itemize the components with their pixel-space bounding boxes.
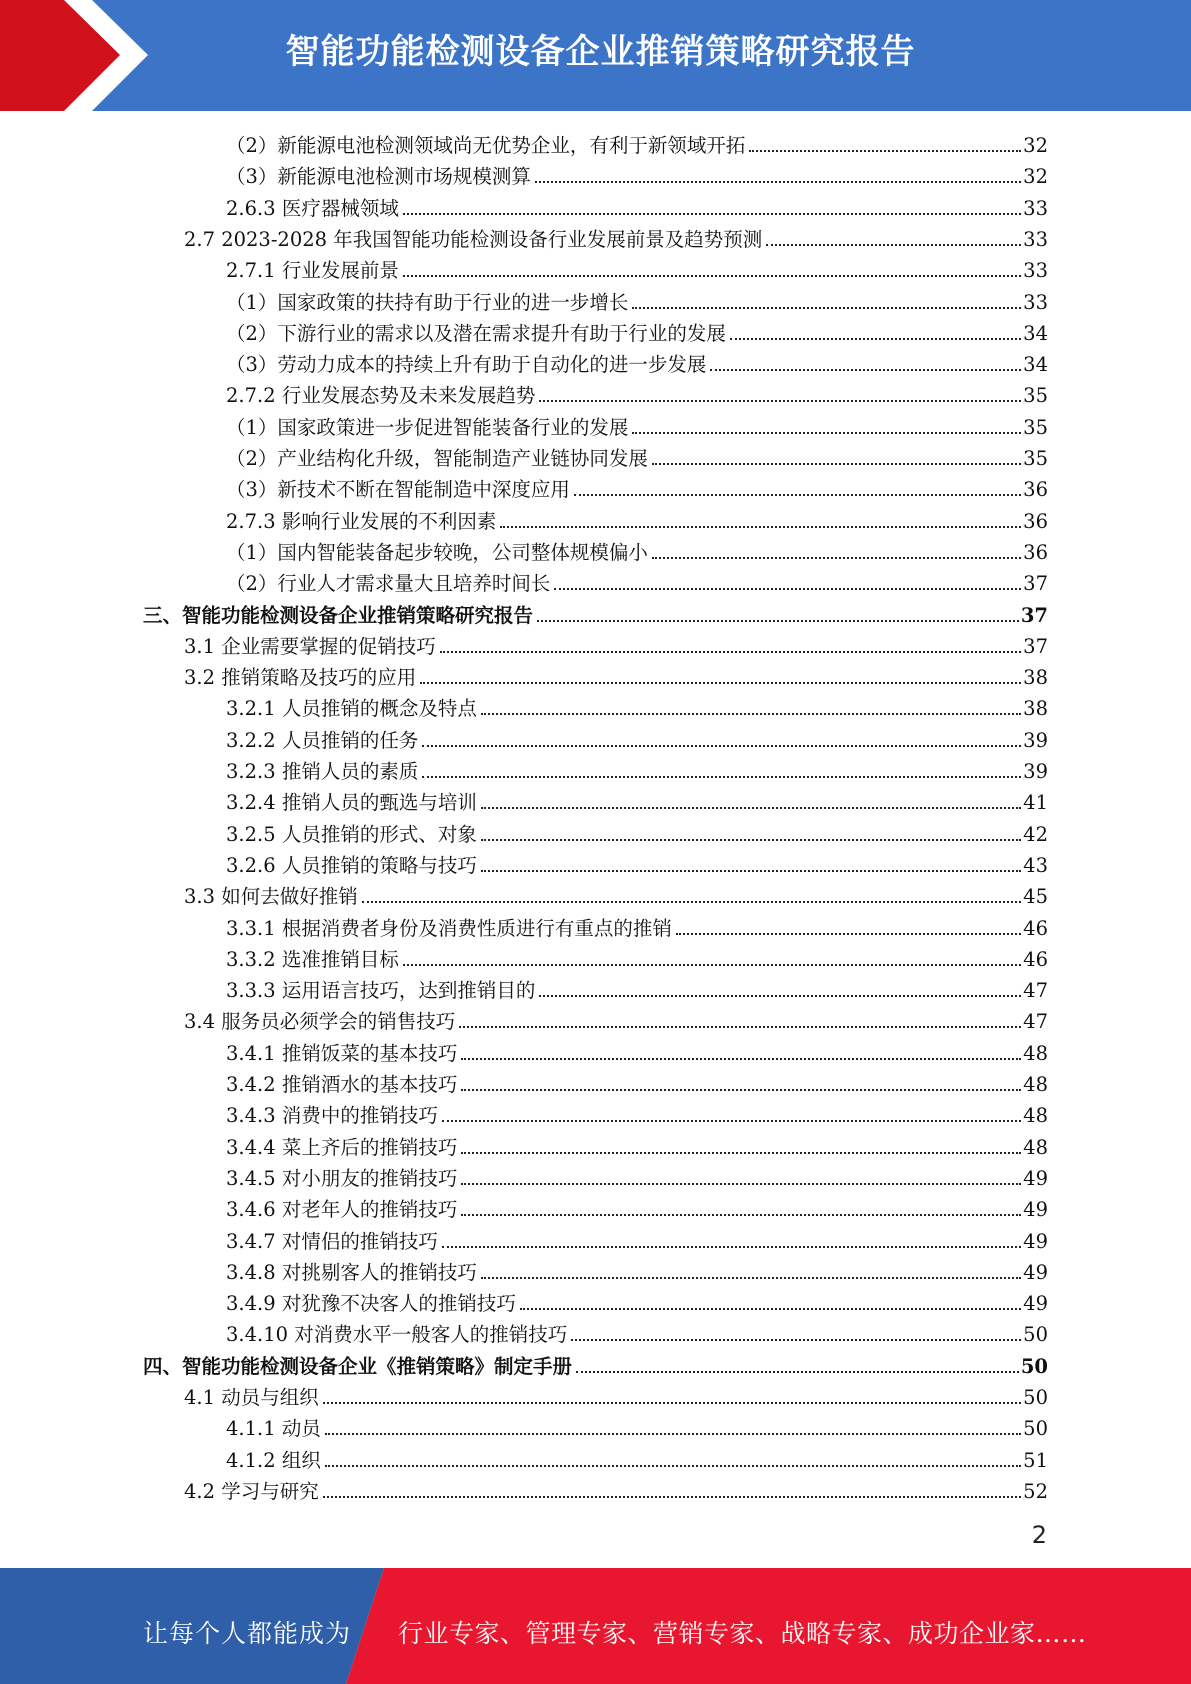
toc-leader-dots <box>403 275 1021 277</box>
toc-leader-dots <box>652 557 1021 559</box>
toc-leader-dots <box>481 839 1021 841</box>
toc-entry-page: 34 <box>1023 322 1048 345</box>
toc-entry-label: 2.7 2023-2028 年我国智能功能检测设备行业发展前景及趋势预测 <box>184 228 763 251</box>
toc-entry-page: 33 <box>1023 291 1048 314</box>
toc-entry-label: 3.4.1 推销饭菜的基本技巧 <box>226 1042 458 1065</box>
toc-entry-label: 3.2.3 推销人员的素质 <box>226 760 419 783</box>
toc-leader-dots <box>766 244 1021 246</box>
toc-entry[interactable] <box>226 817 1048 847</box>
toc-leader-dots <box>442 1246 1021 1248</box>
toc-leader-dots <box>442 1120 1021 1122</box>
toc-entry[interactable] <box>184 879 1048 909</box>
toc-entry-label: 3.4.5 对小朋友的推销技巧 <box>226 1167 458 1190</box>
toc-entry-label: 3.4.4 菜上齐后的推销技巧 <box>226 1136 458 1159</box>
toc-entry-page: 34 <box>1023 353 1048 376</box>
toc-entry-page: 52 <box>1023 1480 1048 1503</box>
toc-leader-dots <box>461 1214 1021 1216</box>
toc-entry-page: 45 <box>1023 885 1048 908</box>
toc-entry-page: 46 <box>1023 917 1048 940</box>
toc-entry-label: 3.4.10 对消费水平一般客人的推销技巧 <box>226 1323 568 1346</box>
toc-leader-dots <box>323 1496 1021 1498</box>
toc-entry[interactable] <box>226 347 1048 377</box>
toc-entry-label: 3.4.9 对犹豫不决客人的推销技巧 <box>226 1292 516 1315</box>
toc-leader-dots <box>632 307 1021 309</box>
toc-entry[interactable] <box>226 1411 1048 1441</box>
toc-entry-label: （1）国内智能装备起步较晚，公司整体规模偏小 <box>226 541 648 564</box>
toc-leader-dots <box>520 1308 1021 1310</box>
toc-entry[interactable] <box>226 159 1048 189</box>
toc-entry[interactable] <box>226 285 1048 315</box>
toc-leader-dots <box>422 776 1021 778</box>
toc-entry-page: 33 <box>1023 197 1048 220</box>
toc-entry-page: 48 <box>1023 1042 1048 1065</box>
toc-entry-label: 3.3 如何去做好推销 <box>184 885 358 908</box>
toc-entry[interactable] <box>226 848 1048 878</box>
toc-entry-page: 50 <box>1020 1355 1048 1378</box>
toc-entry[interactable] <box>226 504 1048 534</box>
toc-leader-dots <box>554 588 1021 590</box>
toc-entry[interactable] <box>184 1474 1048 1504</box>
toc-entry-page: 42 <box>1023 823 1048 846</box>
toc-entry-label: （3）新技术不断在智能制造中深度应用 <box>226 478 570 501</box>
toc-entry-label: 3.2.4 推销人员的甄选与培训 <box>226 791 477 814</box>
toc-entry[interactable] <box>226 785 1048 815</box>
toc-entry-label: 3.3.2 选准推销目标 <box>226 948 399 971</box>
toc-entry-page: 49 <box>1023 1292 1048 1315</box>
toc-leader-dots <box>440 651 1021 653</box>
toc-entry-label: 3.3.3 运用语言技巧，达到推销目的 <box>226 979 536 1002</box>
toc-entry[interactable] <box>226 191 1048 221</box>
toc-entry[interactable] <box>226 1224 1048 1254</box>
toc-entry-page: 48 <box>1023 1136 1048 1159</box>
toc-entry[interactable] <box>143 1349 1048 1379</box>
toc-entry[interactable] <box>226 410 1048 440</box>
toc-entry-label: （1）国家政策进一步促进智能装备行业的发展 <box>226 416 629 439</box>
toc-entry-label: 2.6.3 医疗器械领域 <box>226 197 399 220</box>
toc-entry-label: （3）新能源电池检测市场规模测算 <box>226 165 531 188</box>
toc-leader-dots <box>461 1183 1021 1185</box>
toc-entry[interactable] <box>226 911 1048 941</box>
toc-entry-page: 41 <box>1023 791 1048 814</box>
toc-leader-dots <box>574 494 1021 496</box>
toc-entry-label: 3.2 推销策略及技巧的应用 <box>184 666 417 689</box>
toc-leader-dots <box>749 150 1021 152</box>
toc-entry[interactable] <box>184 660 1048 690</box>
toc-entry-page: 33 <box>1023 228 1048 251</box>
toc-entry-page: 48 <box>1023 1104 1048 1127</box>
toc-entry[interactable] <box>226 691 1048 721</box>
toc-leader-dots <box>481 807 1021 809</box>
toc-leader-dots <box>461 1058 1021 1060</box>
toc-entry-label: 3.2.6 人员推销的策略与技巧 <box>226 854 477 877</box>
toc-entry[interactable] <box>226 1255 1048 1285</box>
footer-band <box>0 1568 1191 1684</box>
toc-entry-label: 4.2 学习与研究 <box>184 1480 319 1503</box>
toc-leader-dots <box>403 964 1021 966</box>
toc-leader-dots <box>576 1371 1019 1373</box>
toc-leader-dots <box>459 1026 1021 1028</box>
toc-entry[interactable] <box>184 629 1048 659</box>
toc-entry-page: 37 <box>1023 572 1048 595</box>
toc-entry[interactable] <box>143 598 1048 628</box>
toc-leader-dots <box>730 338 1021 340</box>
toc-entry-label: 2.7.1 行业发展前景 <box>226 259 399 282</box>
toc-entry-page: 32 <box>1023 134 1048 157</box>
toc-leader-dots <box>710 369 1021 371</box>
toc-entry-label: 3.4.6 对老年人的推销技巧 <box>226 1198 458 1221</box>
toc-leader-dots <box>652 463 1021 465</box>
toc-leader-dots <box>325 1433 1021 1435</box>
toc-leader-dots <box>403 213 1021 215</box>
toc-entry-page: 37 <box>1020 604 1048 627</box>
toc-entry-page: 50 <box>1023 1386 1048 1409</box>
toc-entry-page: 43 <box>1023 854 1048 877</box>
toc-entry-label: 四、智能功能检测设备企业《推销策略》制定手册 <box>143 1355 573 1378</box>
toc-entry-label: 3.4.3 消费中的推销技巧 <box>226 1104 438 1127</box>
toc-entry-page: 46 <box>1023 948 1048 971</box>
toc-entry[interactable] <box>184 222 1048 252</box>
toc-leader-dots <box>481 870 1021 872</box>
toc-entry-page: 32 <box>1023 165 1048 188</box>
toc-entry-label: （2）下游行业的需求以及潜在需求提升有助于行业的发展 <box>226 322 726 345</box>
toc-leader-dots <box>325 1465 1021 1467</box>
toc-leader-dots <box>420 682 1021 684</box>
toc-leader-dots <box>362 901 1021 903</box>
toc-entry-label: 3.2.5 人员推销的形式、对象 <box>226 823 477 846</box>
toc-entry-label: 3.2.1 人员推销的概念及特点 <box>226 697 477 720</box>
toc-entry-label: 3.4 服务员必须学会的销售技巧 <box>184 1010 456 1033</box>
toc-entry-page: 36 <box>1023 510 1048 533</box>
toc-leader-dots <box>539 400 1021 402</box>
toc-leader-dots <box>535 181 1021 183</box>
toc-entry-label: 3.3.1 根据消费者身份及消费性质进行有重点的推销 <box>226 917 672 940</box>
toc-entry-page: 35 <box>1023 447 1048 470</box>
toc-entry-label: 3.2.2 人员推销的任务 <box>226 729 419 752</box>
toc-entry[interactable] <box>226 754 1048 784</box>
toc-entry-page: 47 <box>1023 1010 1048 1033</box>
toc-entry-label: （2）行业人才需求量大且培养时间长 <box>226 572 551 595</box>
toc-entry[interactable] <box>226 1036 1048 1066</box>
toc-entry-page: 49 <box>1023 1261 1048 1284</box>
toc-entry[interactable] <box>226 1161 1048 1191</box>
toc-entry-page: 39 <box>1023 729 1048 752</box>
toc-entry[interactable] <box>226 535 1048 565</box>
toc-entry-page: 51 <box>1023 1449 1048 1472</box>
toc-entry-label: 4.1.1 动员 <box>226 1417 321 1440</box>
toc-entry-label: 3.4.2 推销酒水的基本技巧 <box>226 1073 458 1096</box>
toc-entry[interactable] <box>226 1067 1048 1097</box>
toc-leader-dots <box>632 432 1021 434</box>
toc-leader-dots <box>500 526 1021 528</box>
toc-entry-page: 50 <box>1023 1417 1048 1440</box>
toc-entry[interactable] <box>226 378 1048 408</box>
toc-entry-page: 35 <box>1023 384 1048 407</box>
toc-entry-page: 47 <box>1023 979 1048 1002</box>
toc-entry[interactable] <box>226 316 1048 346</box>
toc-entry-label: 3.4.7 对情侣的推销技巧 <box>226 1230 438 1253</box>
header-band <box>0 0 1191 111</box>
toc-entry-label: 三、智能功能检测设备企业推销策略研究报告 <box>143 604 534 627</box>
toc-leader-dots <box>461 1089 1021 1091</box>
toc-entry[interactable] <box>226 472 1048 502</box>
footer-slogan-right: 行业专家、管理专家、营销专家、战略专家、成功企业家…… <box>398 1619 1087 1648</box>
toc-entry[interactable] <box>226 1192 1048 1222</box>
toc-entry-label: 3.1 企业需要掌握的促销技巧 <box>184 635 436 658</box>
toc-entry[interactable] <box>184 1004 1048 1034</box>
toc-leader-dots <box>571 1339 1021 1341</box>
toc-leader-dots <box>481 1277 1021 1279</box>
toc-leader-dots <box>461 1152 1021 1154</box>
toc-entry[interactable] <box>226 128 1048 158</box>
toc-entry-page: 33 <box>1023 259 1048 282</box>
toc-entry[interactable] <box>226 253 1048 283</box>
toc-entry-page: 39 <box>1023 760 1048 783</box>
toc-entry-page: 48 <box>1023 1073 1048 1096</box>
toc-leader-dots <box>676 933 1021 935</box>
page-number: 2 <box>1031 1521 1047 1549</box>
toc-entry[interactable] <box>226 942 1048 972</box>
toc-entry-page: 37 <box>1023 635 1048 658</box>
toc-entry[interactable] <box>226 1286 1048 1316</box>
toc-entry-label: 3.4.8 对挑剔客人的推销技巧 <box>226 1261 477 1284</box>
toc-entry[interactable] <box>226 1098 1048 1128</box>
toc-entry[interactable] <box>184 1380 1048 1410</box>
toc-entry[interactable] <box>226 566 1048 596</box>
toc-leader-dots <box>422 745 1021 747</box>
toc-entry-label: 2.7.2 行业发展态势及未来发展趋势 <box>226 384 536 407</box>
toc-entry[interactable] <box>226 1317 1048 1347</box>
toc-entry-page: 50 <box>1023 1323 1048 1346</box>
toc-entry-label: （2）产业结构化升级，智能制造产业链协同发展 <box>226 447 648 470</box>
toc-entry-page: 36 <box>1023 541 1048 564</box>
toc-entry[interactable] <box>226 1130 1048 1160</box>
footer-slogan-left: 让每个人都能成为 <box>143 1619 352 1648</box>
toc-entry-label: （3）劳动力成本的持续上升有助于自动化的进一步发展 <box>226 353 707 376</box>
toc-entry-page: 49 <box>1023 1198 1048 1221</box>
toc-entry-page: 38 <box>1023 666 1048 689</box>
toc-entry[interactable] <box>226 723 1048 753</box>
toc-entry[interactable] <box>226 973 1048 1003</box>
toc-entry-page: 36 <box>1023 478 1048 501</box>
toc-entry[interactable] <box>226 441 1048 471</box>
toc-entry[interactable] <box>226 1443 1048 1473</box>
toc-entry-label: 4.1.2 组织 <box>226 1449 321 1472</box>
toc-entry-page: 35 <box>1023 416 1048 439</box>
toc-entry-label: （1）国家政策的扶持有助于行业的进一步增长 <box>226 291 629 314</box>
toc-entry-page: 49 <box>1023 1230 1048 1253</box>
page-title: 智能功能检测设备企业推销策略研究报告 <box>285 32 916 72</box>
toc-entry-page: 49 <box>1023 1167 1048 1190</box>
toc-leader-dots <box>323 1402 1021 1404</box>
toc-entry-label: （2）新能源电池检测领域尚无优势企业，有利于新领域开拓 <box>226 134 746 157</box>
toc-entry-label: 4.1 动员与组织 <box>184 1386 319 1409</box>
toc-entry-label: 2.7.3 影响行业发展的不利因素 <box>226 510 497 533</box>
toc-leader-dots <box>539 995 1021 997</box>
toc-entry-page: 38 <box>1023 697 1048 720</box>
toc-leader-dots <box>537 620 1019 622</box>
toc-leader-dots <box>481 713 1021 715</box>
